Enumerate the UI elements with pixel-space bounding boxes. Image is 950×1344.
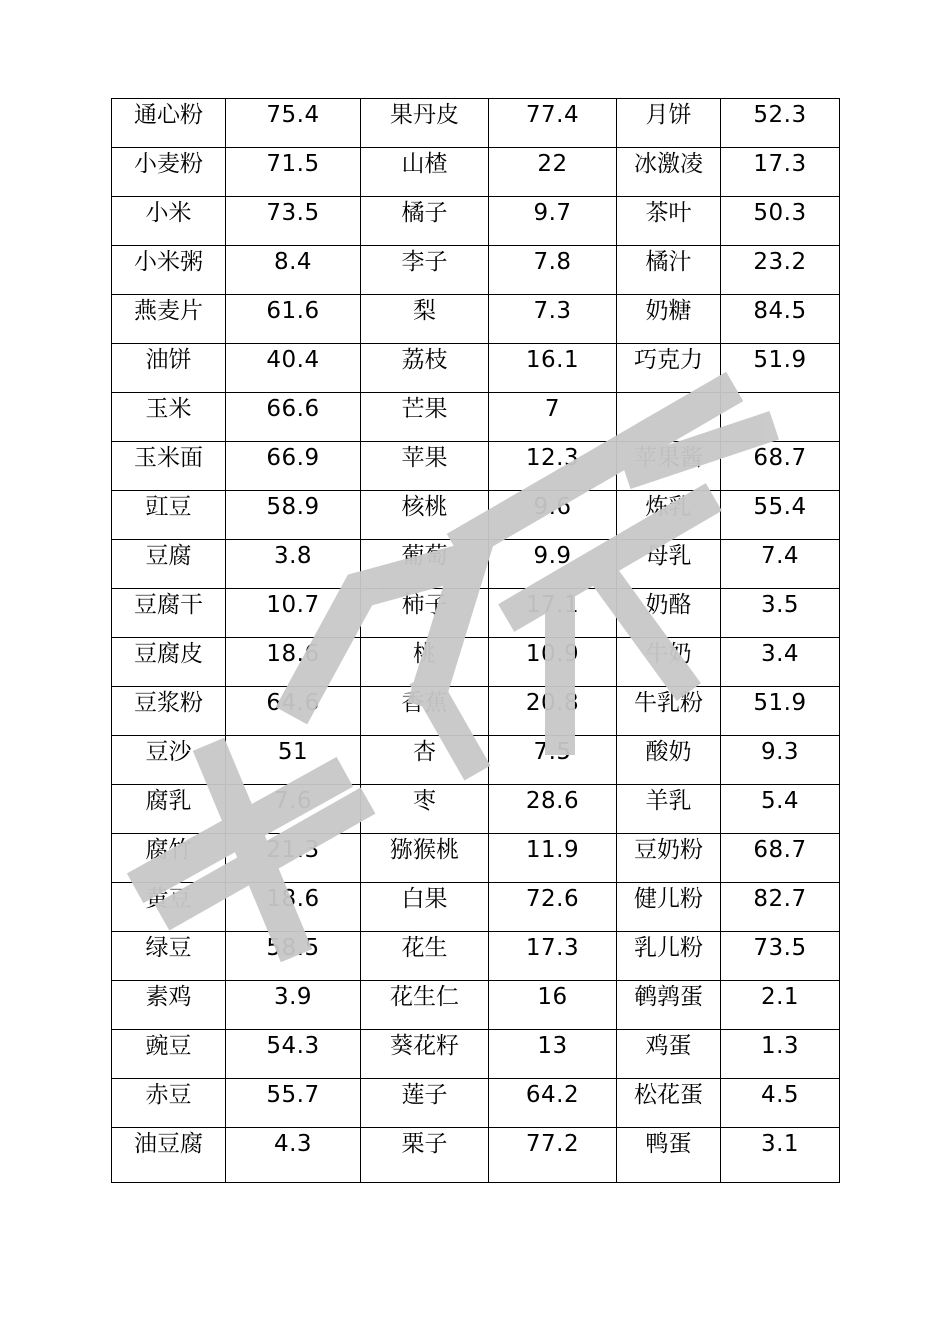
food-name-cell: 油豆腐	[112, 1128, 226, 1183]
food-value-cell: 17.3	[721, 148, 840, 197]
food-name-cell: 葡萄	[361, 540, 489, 589]
table-row	[112, 148, 840, 197]
food-name-cell: 豆腐	[112, 540, 226, 589]
food-value-cell: 16	[489, 981, 617, 1030]
food-value-cell: 20.8	[489, 687, 617, 736]
food-name-cell: 鸡蛋	[617, 1030, 721, 1079]
food-value-cell	[721, 393, 840, 442]
food-value-cell: 50.3	[721, 197, 840, 246]
food-value-cell: 17.1	[489, 589, 617, 638]
food-value-cell: 4.3	[226, 1128, 361, 1183]
food-name-cell: 核桃	[361, 491, 489, 540]
food-value-cell: 22	[489, 148, 617, 197]
food-value-cell: 73.5	[721, 932, 840, 981]
table-row	[112, 736, 840, 785]
food-name-cell: 月饼	[617, 99, 721, 148]
food-value-cell: 77.4	[489, 99, 617, 148]
food-name-cell: 白果	[361, 883, 489, 932]
table-row	[112, 491, 840, 540]
food-name-cell: 燕麦片	[112, 295, 226, 344]
table-row	[112, 1128, 840, 1183]
food-value-cell: 9.9	[489, 540, 617, 589]
food-name-cell: 柿子	[361, 589, 489, 638]
food-name-cell: 巧克力	[617, 344, 721, 393]
food-value-cell: 2.1	[721, 981, 840, 1030]
food-value-cell: 66.6	[226, 393, 361, 442]
food-name-cell: 橘汁	[617, 246, 721, 295]
food-name-cell: 奶糖	[617, 295, 721, 344]
food-name-cell: 豆腐干	[112, 589, 226, 638]
food-value-cell: 66.9	[226, 442, 361, 491]
food-name-cell: 果丹皮	[361, 99, 489, 148]
food-value-cell: 21.3	[226, 834, 361, 883]
food-value-cell: 73.5	[226, 197, 361, 246]
food-name-cell: 腐乳	[112, 785, 226, 834]
food-name-cell: 羊乳	[617, 785, 721, 834]
food-name-cell	[617, 393, 721, 442]
table-row	[112, 932, 840, 981]
food-name-cell: 腐竹	[112, 834, 226, 883]
food-name-cell: 鹌鹑蛋	[617, 981, 721, 1030]
food-data-table	[111, 98, 840, 1183]
food-value-cell: 72.6	[489, 883, 617, 932]
food-name-cell: 黄豆	[112, 883, 226, 932]
food-name-cell: 豆沙	[112, 736, 226, 785]
food-value-cell: 58.9	[226, 491, 361, 540]
table-row	[112, 99, 840, 148]
food-name-cell: 豌豆	[112, 1030, 226, 1079]
table-row	[112, 393, 840, 442]
food-value-cell: 54.3	[226, 1030, 361, 1079]
food-value-cell: 51	[226, 736, 361, 785]
table-row	[112, 246, 840, 295]
food-value-cell: 4.5	[721, 1079, 840, 1128]
food-value-cell: 28.6	[489, 785, 617, 834]
food-value-cell: 23.2	[721, 246, 840, 295]
table-row	[112, 981, 840, 1030]
food-name-cell: 苹果酱	[617, 442, 721, 491]
food-name-cell: 茶叶	[617, 197, 721, 246]
food-name-cell: 炼乳	[617, 491, 721, 540]
food-value-cell: 9.3	[721, 736, 840, 785]
food-name-cell: 乳儿粉	[617, 932, 721, 981]
food-value-cell: 51.9	[721, 344, 840, 393]
table-body	[112, 99, 840, 1183]
food-value-cell: 3.8	[226, 540, 361, 589]
food-name-cell: 芒果	[361, 393, 489, 442]
food-name-cell: 荔枝	[361, 344, 489, 393]
food-value-cell: 7.6	[226, 785, 361, 834]
food-value-cell: 16.1	[489, 344, 617, 393]
food-name-cell: 豇豆	[112, 491, 226, 540]
food-value-cell: 82.7	[721, 883, 840, 932]
food-value-cell: 3.5	[721, 589, 840, 638]
table-row	[112, 785, 840, 834]
food-value-cell: 77.2	[489, 1128, 617, 1183]
table-row	[112, 295, 840, 344]
food-name-cell: 花生	[361, 932, 489, 981]
food-value-cell: 61.6	[226, 295, 361, 344]
food-value-cell: 64.2	[489, 1079, 617, 1128]
food-value-cell: 7.4	[721, 540, 840, 589]
food-name-cell: 梨	[361, 295, 489, 344]
food-name-cell: 玉米	[112, 393, 226, 442]
food-value-cell: 68.7	[721, 442, 840, 491]
table-row	[112, 883, 840, 932]
table-row	[112, 638, 840, 687]
food-name-cell: 奶酪	[617, 589, 721, 638]
food-name-cell: 酸奶	[617, 736, 721, 785]
table-row	[112, 442, 840, 491]
food-name-cell: 桃	[361, 638, 489, 687]
table-row	[112, 1079, 840, 1128]
food-name-cell: 橘子	[361, 197, 489, 246]
food-value-cell: 7.8	[489, 246, 617, 295]
food-name-cell: 鸭蛋	[617, 1128, 721, 1183]
food-value-cell: 5.4	[721, 785, 840, 834]
food-name-cell: 小米	[112, 197, 226, 246]
food-name-cell: 豆腐皮	[112, 638, 226, 687]
food-value-cell: 55.7	[226, 1079, 361, 1128]
food-value-cell: 1.3	[721, 1030, 840, 1079]
table-row	[112, 540, 840, 589]
food-value-cell: 9.7	[489, 197, 617, 246]
food-value-cell: 18.6	[226, 638, 361, 687]
food-name-cell: 苹果	[361, 442, 489, 491]
food-name-cell: 小麦粉	[112, 148, 226, 197]
food-value-cell: 11.9	[489, 834, 617, 883]
food-name-cell: 牛乳粉	[617, 687, 721, 736]
food-value-cell: 64.6	[226, 687, 361, 736]
food-value-cell: 3.9	[226, 981, 361, 1030]
table-row	[112, 197, 840, 246]
table-row	[112, 687, 840, 736]
food-name-cell: 猕猴桃	[361, 834, 489, 883]
food-name-cell: 赤豆	[112, 1079, 226, 1128]
food-value-cell: 9.6	[489, 491, 617, 540]
food-value-cell: 52.3	[721, 99, 840, 148]
food-name-cell: 葵花籽	[361, 1030, 489, 1079]
food-name-cell: 松花蛋	[617, 1079, 721, 1128]
food-value-cell: 84.5	[721, 295, 840, 344]
food-name-cell: 母乳	[617, 540, 721, 589]
food-value-cell: 3.1	[721, 1128, 840, 1183]
food-name-cell: 枣	[361, 785, 489, 834]
food-name-cell: 山楂	[361, 148, 489, 197]
food-value-cell: 10.9	[489, 638, 617, 687]
food-value-cell: 17.3	[489, 932, 617, 981]
food-name-cell: 李子	[361, 246, 489, 295]
food-name-cell: 通心粉	[112, 99, 226, 148]
food-value-cell: 7	[489, 393, 617, 442]
food-value-cell: 13	[489, 1030, 617, 1079]
food-name-cell: 栗子	[361, 1128, 489, 1183]
table-row	[112, 834, 840, 883]
food-value-cell: 7.5	[489, 736, 617, 785]
food-name-cell: 豆浆粉	[112, 687, 226, 736]
food-name-cell: 健儿粉	[617, 883, 721, 932]
food-name-cell: 莲子	[361, 1079, 489, 1128]
food-name-cell: 油饼	[112, 344, 226, 393]
food-name-cell: 玉米面	[112, 442, 226, 491]
food-value-cell: 40.4	[226, 344, 361, 393]
food-name-cell: 牛奶	[617, 638, 721, 687]
food-name-cell: 冰激凌	[617, 148, 721, 197]
food-name-cell: 豆奶粉	[617, 834, 721, 883]
food-name-cell: 花生仁	[361, 981, 489, 1030]
food-value-cell: 10.7	[226, 589, 361, 638]
food-value-cell: 7.3	[489, 295, 617, 344]
food-value-cell: 71.5	[226, 148, 361, 197]
food-value-cell: 51.9	[721, 687, 840, 736]
table-row	[112, 1030, 840, 1079]
food-value-cell: 3.4	[721, 638, 840, 687]
table-row	[112, 344, 840, 393]
food-name-cell: 绿豆	[112, 932, 226, 981]
food-value-cell: 12.3	[489, 442, 617, 491]
food-value-cell: 58.5	[226, 932, 361, 981]
food-name-cell: 香蕉	[361, 687, 489, 736]
food-name-cell: 小米粥	[112, 246, 226, 295]
food-value-cell: 18.6	[226, 883, 361, 932]
food-name-cell: 素鸡	[112, 981, 226, 1030]
food-value-cell: 55.4	[721, 491, 840, 540]
food-value-cell: 68.7	[721, 834, 840, 883]
food-value-cell: 75.4	[226, 99, 361, 148]
food-value-cell: 8.4	[226, 246, 361, 295]
table-row	[112, 589, 840, 638]
food-name-cell: 杏	[361, 736, 489, 785]
